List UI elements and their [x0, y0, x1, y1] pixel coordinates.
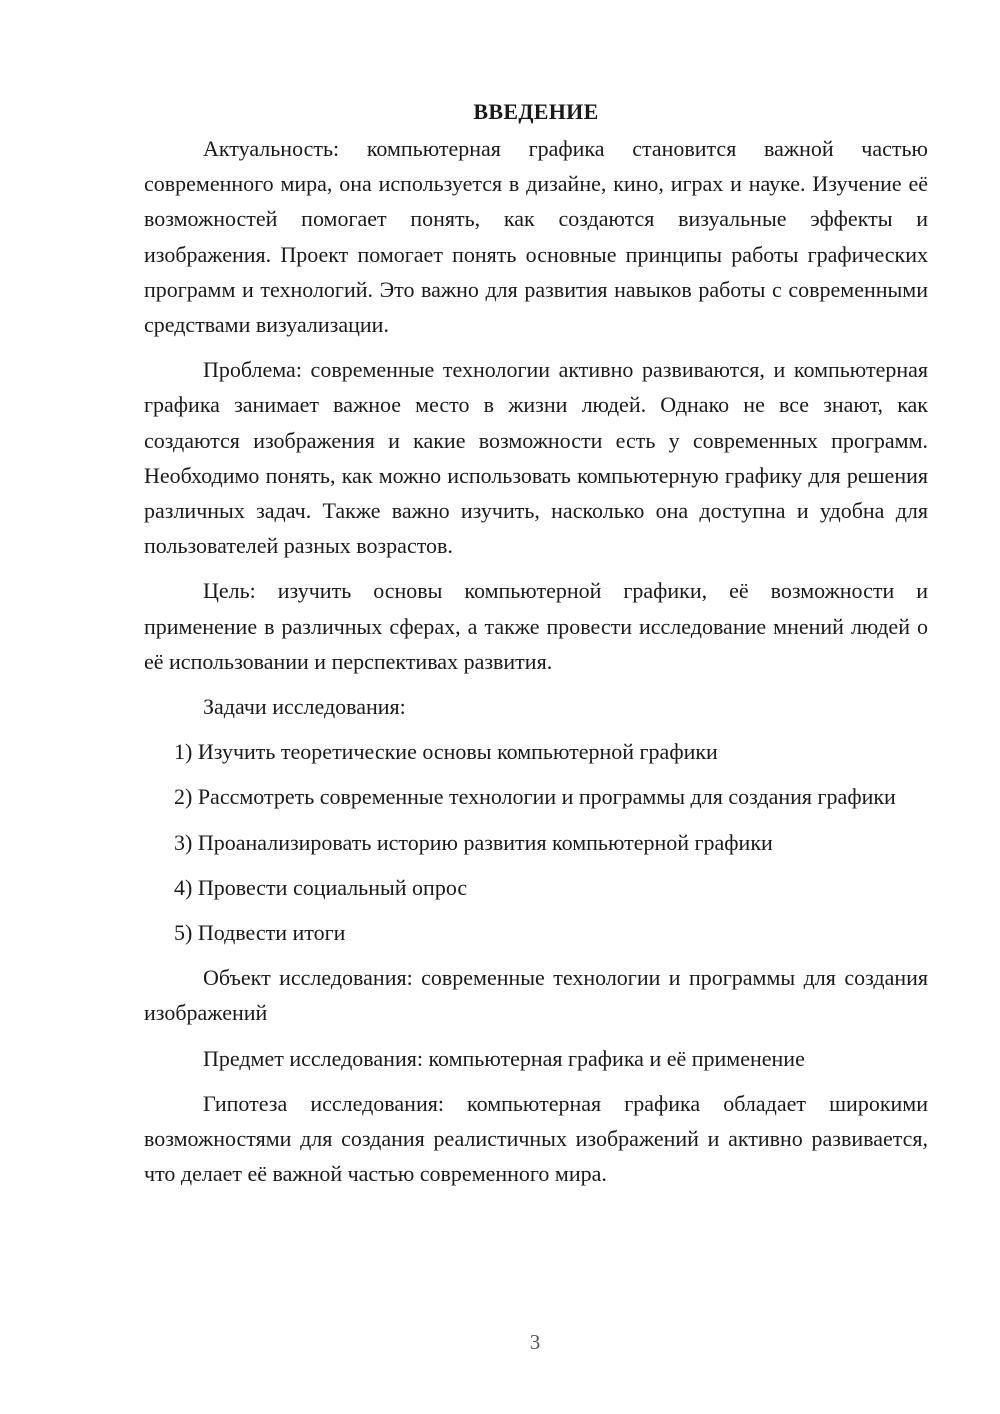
page-number: 3	[529, 1330, 541, 1354]
subject-paragraph: Предмет исследования: компьютерная графика и её применение	[203, 1045, 805, 1071]
task-item: 1) Изучить теоретические основы компьютерной графики	[174, 739, 718, 765]
task-item: 2) Рассмотреть современные технологии и программы для создания графики	[174, 784, 896, 810]
task-item: 5) Подвести итоги	[174, 920, 346, 946]
tasks-list	[144, 734, 928, 950]
hypothesis-paragraph: Гипотеза исследования: компьютерная графика обладает широкими возможностями для создания реалистичных изображений и активно развивается, что делает её важной частью современного мира.	[144, 1090, 928, 1187]
goal-paragraph: Цель: изучить основы компьютерной графики, её возможности и применение в различных сферах, а также провести исследование мнений людей о её использовании и перспективах развития.	[144, 578, 928, 674]
tasks-heading: Задачи исследования:	[203, 694, 406, 720]
object-paragraph: Объект исследования: современные технологии и программы для создания изображений	[144, 965, 928, 1026]
task-item: 3) Проанализировать историю развития компьютерной графики	[174, 829, 773, 855]
section-title: ВВЕДЕНИЕ	[473, 99, 599, 124]
page-content	[144, 94, 928, 1191]
relevance-paragraph: Актуальность: компьютерная графика становится важной частью современного мира, она используется в дизайне, кино, играх и науке. Изучение её возможностей помогает понять, как создаются визуальные эффекты и изображения. Проект помогает понять основные принципы работы графических программ и технологий. Это важно для развития навыков работы с современными средствами визуализации.	[144, 136, 928, 338]
task-item: 4) Провести социальный опрос	[174, 874, 468, 900]
problem-paragraph: Проблема: современные технологии активно развиваются, и компьютерная графика занимает важное место в жизни людей. Однако не все знают, как создаются изображения и какие возможности есть у современных программ. Необходимо понять, как можно использовать компьютерную графику для решения различных задач. Также важно изучить, насколько она доступна и удобна для пользователей разных возрастов.	[144, 357, 928, 559]
